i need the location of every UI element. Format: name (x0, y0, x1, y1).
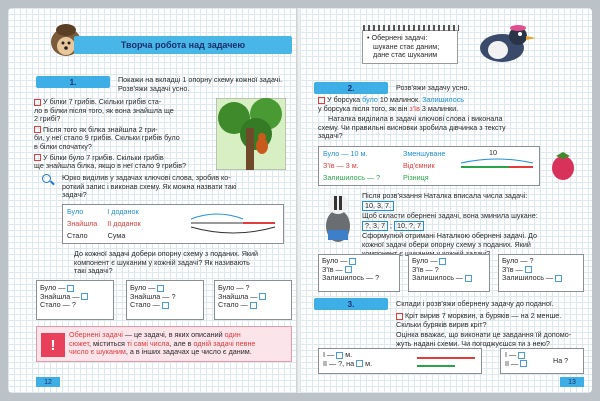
scheme-ten-label: 10 (489, 148, 497, 157)
task1-problems: У білки 7 грибів. Скільки грибів ста- ло в білки після того, як вона знайшла ще 2 грибі? Після того як білка знайшла 2 гри- би, у неї стало 9 грибів. Скільки грибів було в білки спочатку? У білки було 7 грибів. Скільки грибів ще знайшла білка, якщо в неї стало 9 грибів? (34, 97, 187, 171)
problem-marker-icon (396, 313, 403, 320)
option-scheme-r2: Було — З'їв — ? Залишилось — (408, 254, 490, 292)
task3-head: Склади і розв'яжи обернену задачу до поданої. (396, 299, 554, 308)
task-number-3: 3. (314, 298, 388, 310)
segment-diagram (415, 353, 479, 371)
scheme-row-1: Було I доданок (67, 207, 139, 216)
page-number-right: 13 (560, 377, 584, 387)
task-number-2: 2. (314, 82, 388, 94)
task1-intro: Покажи на вкладці 1 опорну схему кожної задачі. Розв'яжи задачі усно. (118, 75, 283, 93)
scheme-row-2: Знайшла II доданок (67, 219, 141, 228)
squirrel-tree-illustration (216, 98, 286, 170)
magnifier-icon (42, 174, 51, 183)
problem-marker-icon (34, 99, 41, 106)
problem-marker-icon (34, 154, 41, 161)
main-scheme (62, 204, 284, 244)
page-number-left: 12 (36, 377, 60, 387)
segment-diagram (187, 209, 279, 241)
left-page (8, 8, 298, 393)
spiral-binding (363, 25, 459, 31)
task2-after: Після розв'язання Наталка вписала числа задачі: 10, 3, 7. Щоб скласти обернені задачі, вона зминила шукане: ?, 3, 7 ; 10, ?, 7 Сформулюй отримані Наталкою обернені задачі. До кожної задачі обери опорну схему з поданих. Який є (362, 191, 538, 258)
segment-diagram (459, 157, 537, 183)
scheme-question: На ? (553, 356, 569, 365)
exclamation-icon: ! (41, 333, 65, 357)
keywords-paragraph: Юрко виділив у задачах ключові слова, зробив ко- роткий запис і виконав схему. Як можна назвати такі задачі? (62, 173, 237, 200)
page-title: Творча робота над задачею (74, 36, 292, 54)
task2-head: Розв'яжи задачу усно. (396, 83, 470, 92)
choose-paragraph: До кожної задачі добери опорну схему з поданих. Який компонент є шуканим у кожній задачі? Як називають такі задачі? (74, 249, 259, 276)
problem-marker-icon (318, 97, 325, 104)
magpie-illustration (468, 18, 538, 68)
problem-marker-icon (34, 126, 41, 133)
option-scheme-r1: Було — З'їв — Залишилось — ? (318, 254, 400, 292)
option-scheme-2: Було — Знайшла — ? Стало — (126, 280, 204, 320)
scheme-row-3: Стало Сума (67, 231, 126, 240)
option-scheme-r3: Було — ? З'їв — Залишилось — (498, 254, 584, 292)
task2-problem: У борсука було 10 малинок. Залишилось у борсука після того, як він з'їв 3 малинки. Наталка виділила в задачі ключові слова і виконала схему. Чи правильні висновки зробила дівчинка з тексту задачі? (318, 95, 506, 141)
right-page (300, 8, 592, 393)
definition-text: Обернені задачі — це задачі, в яких описаний один сюжет, міститься ті самі числа, але в одній задачі певне число є шуканим, а в інших задачах це число є даним. (69, 330, 256, 357)
raspberry-illustration (548, 148, 578, 182)
task3-scheme-b: I — II — На ? (500, 348, 584, 374)
definition-note (36, 326, 292, 362)
task3-scheme-a: I — м. II — ?, на м. (318, 348, 482, 374)
task-number-1: 1. (36, 76, 110, 88)
option-scheme-3: Було — ? Знайшла — Стало — (214, 280, 292, 320)
sticky-note: • Обернені задачі: шукане стає даним; дане стає шуканим (362, 30, 458, 64)
badger-illustration (320, 190, 356, 246)
task3-problem: Кріт вирив 7 морквин, а буряків — на 2 менше. Скільки буряків вирив кріт? Оцінка вважає, що виконати це завдання їй допомо- жуть надані схеми. Чи погоджуєшся ти з нею? (396, 311, 572, 348)
natalka-scheme: Було — 10 м. Зменшуване З'їв — 3 м. Від'ємник Залишилось — ? Різниця 10 (318, 146, 540, 186)
option-scheme-1: Було — Знайшла — Стало — ? (36, 280, 114, 320)
